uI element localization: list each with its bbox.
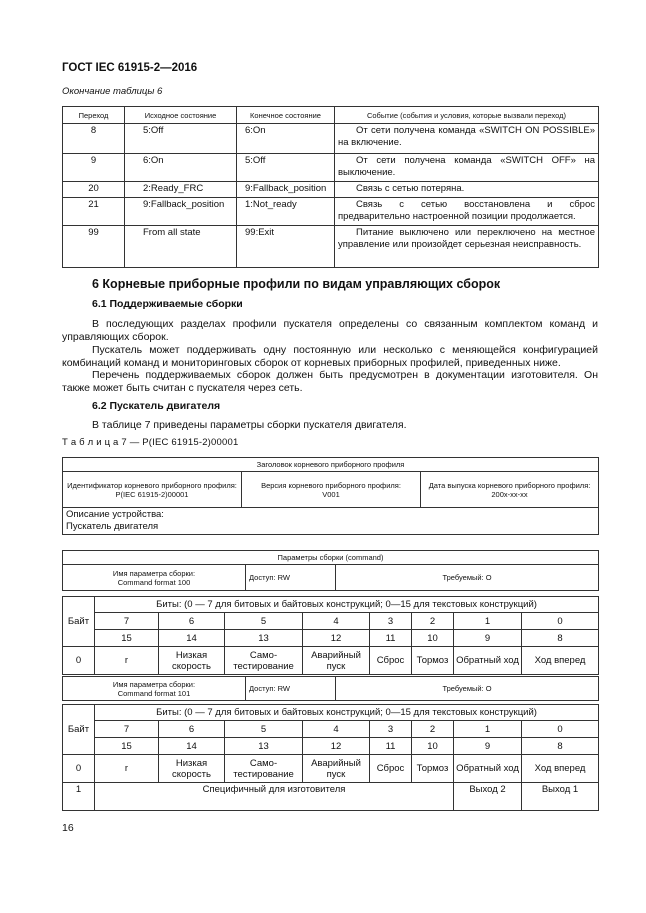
paragraph: Перечень поддерживаемых сборок должен быть предусмотрен в документации изготовителя. Он также может быть считан с пускателя через сеть.	[62, 369, 598, 394]
bit-cell: Выход 2	[454, 783, 522, 811]
from-state-cell: From all state	[125, 226, 237, 268]
table-header-row	[63, 107, 599, 124]
command-params-table-2	[62, 676, 599, 701]
bit-number: 4	[303, 613, 370, 630]
col-header: Исходное состояние	[125, 107, 237, 124]
bit-cell: Тормоз	[412, 755, 454, 783]
byte-header: Байт	[63, 705, 95, 755]
table-row	[63, 124, 599, 154]
vendor-specific-cell: Специфичный для изготовителя	[95, 783, 454, 811]
command-params-title: Параметры сборки (command)	[63, 551, 599, 565]
event-cell: От сети получена команда «SWITCH ON POSSIBLE» на включение.	[335, 124, 599, 154]
to-state-cell: 99:Exit	[237, 226, 335, 268]
event-cell: Питание выключено или переключено на местное управление или произойдет серьезная неисправность.	[335, 226, 599, 268]
text-bit-number: 9	[454, 630, 522, 647]
transition-cell: 20	[63, 182, 125, 198]
bit-number: 3	[370, 613, 412, 630]
text-bit-number: 8	[522, 630, 599, 647]
transitions-table	[62, 106, 599, 268]
bit-cell: Тормоз	[412, 647, 454, 675]
bit-cell: r	[95, 647, 159, 675]
bit-cell: Низкая скорость	[159, 755, 225, 783]
text-bit-number: 11	[370, 738, 412, 755]
to-state-cell: 9:Fallback_position	[237, 182, 335, 198]
profile-header-table	[62, 457, 599, 535]
bit-number: 2	[412, 613, 454, 630]
bit-cell: Выход 1	[522, 783, 599, 811]
table-row	[63, 182, 599, 198]
text-bit-number: 10	[412, 630, 454, 647]
text-bit-number: 12	[303, 738, 370, 755]
table-continuation-label: Окончание таблицы 6	[62, 86, 163, 97]
event-cell: От сети получена команда «SWITCH OFF» на выключение.	[335, 154, 599, 182]
bit-cell: Низкая скорость	[159, 647, 225, 675]
byte-index: 1	[63, 783, 95, 811]
bit-number: 7	[95, 721, 159, 738]
text-bit-number: 9	[454, 738, 522, 755]
subsection-heading: 6.1 Поддерживаемые сборки	[92, 298, 243, 310]
event-cell: Связь с сетью потеряна.	[335, 182, 599, 198]
bit-number: 5	[225, 721, 303, 738]
col-header: Конечное состояние	[237, 107, 335, 124]
table-row	[63, 226, 599, 268]
bit-number: 1	[454, 613, 522, 630]
bit-number: 1	[454, 721, 522, 738]
access-cell: Доступ: RW	[246, 565, 336, 591]
bit-number: 6	[159, 721, 225, 738]
bit-number: 0	[522, 721, 599, 738]
to-state-cell: 6:On	[237, 124, 335, 154]
table-caption: Т а б л и ц а 7 — P(IEC 61915-2)00001	[62, 437, 239, 448]
section-heading: 6 Корневые приборные профили по видам управляющих сборок	[92, 277, 501, 291]
text-bit-number: 14	[159, 738, 225, 755]
bits-header: Биты: (0 — 7 для битовых и байтовых конструкций; 0—15 для текстовых конструкций)	[95, 705, 599, 721]
bit-number: 5	[225, 613, 303, 630]
text-bit-number: 12	[303, 630, 370, 647]
param-name-cell: Имя параметра сборки: Command format 100	[63, 565, 246, 591]
text-bit-number: 15	[95, 630, 159, 647]
bit-cell: Само-тестирование	[225, 755, 303, 783]
access-cell: Доступ: RW	[246, 677, 336, 701]
text-bit-number: 11	[370, 630, 412, 647]
transition-cell: 9	[63, 154, 125, 182]
bit-cell: Сброс	[370, 647, 412, 675]
bit-cell: Сброс	[370, 755, 412, 783]
paragraph: В последующих разделах профили пускателя определены со связанным комплектом команд и управляющих сборок.	[62, 318, 598, 343]
profile-version-cell: Версия корневого приборного профиля: V001	[242, 472, 421, 508]
bit-cell: Само-тестирование	[225, 647, 303, 675]
bit-cell: Обратный ход	[454, 755, 522, 783]
bit-cell: Аварийный пуск	[303, 647, 370, 675]
device-description-cell: Описание устройства: Пускатель двигателя	[63, 508, 599, 535]
bit-cell: r	[95, 755, 159, 783]
bit-number: 4	[303, 721, 370, 738]
text-bit-number: 13	[225, 630, 303, 647]
bit-cell: Аварийный пуск	[303, 755, 370, 783]
byte-header: Байт	[63, 597, 95, 647]
bit-cell: Ход вперед	[522, 647, 599, 675]
from-state-cell: 2:Ready_FRC	[125, 182, 237, 198]
table-row	[63, 198, 599, 226]
from-state-cell: 6:On	[125, 154, 237, 182]
transition-cell: 99	[63, 226, 125, 268]
bit-number: 2	[412, 721, 454, 738]
bits-table-2	[62, 704, 599, 811]
text-bit-number: 15	[95, 738, 159, 755]
bit-number: 3	[370, 721, 412, 738]
bits-table-1	[62, 596, 599, 675]
from-state-cell: 9:Fallback_position	[125, 198, 237, 226]
param-name-cell: Имя параметра сборки: Command format 101	[63, 677, 246, 701]
col-header: Событие (события и условия, которые вызвали переход)	[335, 107, 599, 124]
command-params-table	[62, 550, 599, 591]
text-bit-number: 13	[225, 738, 303, 755]
transition-cell: 8	[63, 124, 125, 154]
profile-id-cell: Идентификатор корневого приборного профиля: P(IEC 61915-2)00001	[63, 472, 242, 508]
text-bit-number: 10	[412, 738, 454, 755]
to-state-cell: 5:Off	[237, 154, 335, 182]
from-state-cell: 5:Off	[125, 124, 237, 154]
paragraph: В таблице 7 приведены параметры сборки пускателя двигателя.	[92, 419, 407, 431]
text-bit-number: 8	[522, 738, 599, 755]
byte-index: 0	[63, 755, 95, 783]
bits-header: Биты: (0 — 7 для битовых и байтовых конструкций; 0—15 для текстовых конструкций)	[95, 597, 599, 613]
profile-date-cell: Дата выпуска корневого приборного профиля: 200x-xx-xx	[421, 472, 599, 508]
byte-index: 0	[63, 647, 95, 675]
bit-cell: Ход вперед	[522, 755, 599, 783]
text-bit-number: 14	[159, 630, 225, 647]
bit-number: 7	[95, 613, 159, 630]
event-cell: Связь с сетью восстановлена и сброс предварительно настроенной позиции продолжается.	[335, 198, 599, 226]
bit-number: 0	[522, 613, 599, 630]
paragraph: Пускатель может поддерживать одну постоянную или несколько с меняющейся конфигурацией комбинаций команд и мониторинговых сборок от корневых приборных профилей, приведенных ниже.	[62, 344, 598, 369]
page-number: 16	[62, 822, 74, 834]
bit-number: 6	[159, 613, 225, 630]
profile-header-title: Заголовок корневого приборного профиля	[63, 458, 599, 472]
subsection-heading: 6.2 Пускатель двигателя	[92, 400, 221, 412]
transition-cell: 21	[63, 198, 125, 226]
table-row	[63, 154, 599, 182]
bit-cell: Обратный ход	[454, 647, 522, 675]
col-header: Переход	[63, 107, 125, 124]
to-state-cell: 1:Not_ready	[237, 198, 335, 226]
required-cell: Требуемый: O	[336, 565, 599, 591]
standard-header: ГОСТ IEC 61915-2—2016	[62, 62, 198, 74]
required-cell: Требуемый: O	[336, 677, 599, 701]
